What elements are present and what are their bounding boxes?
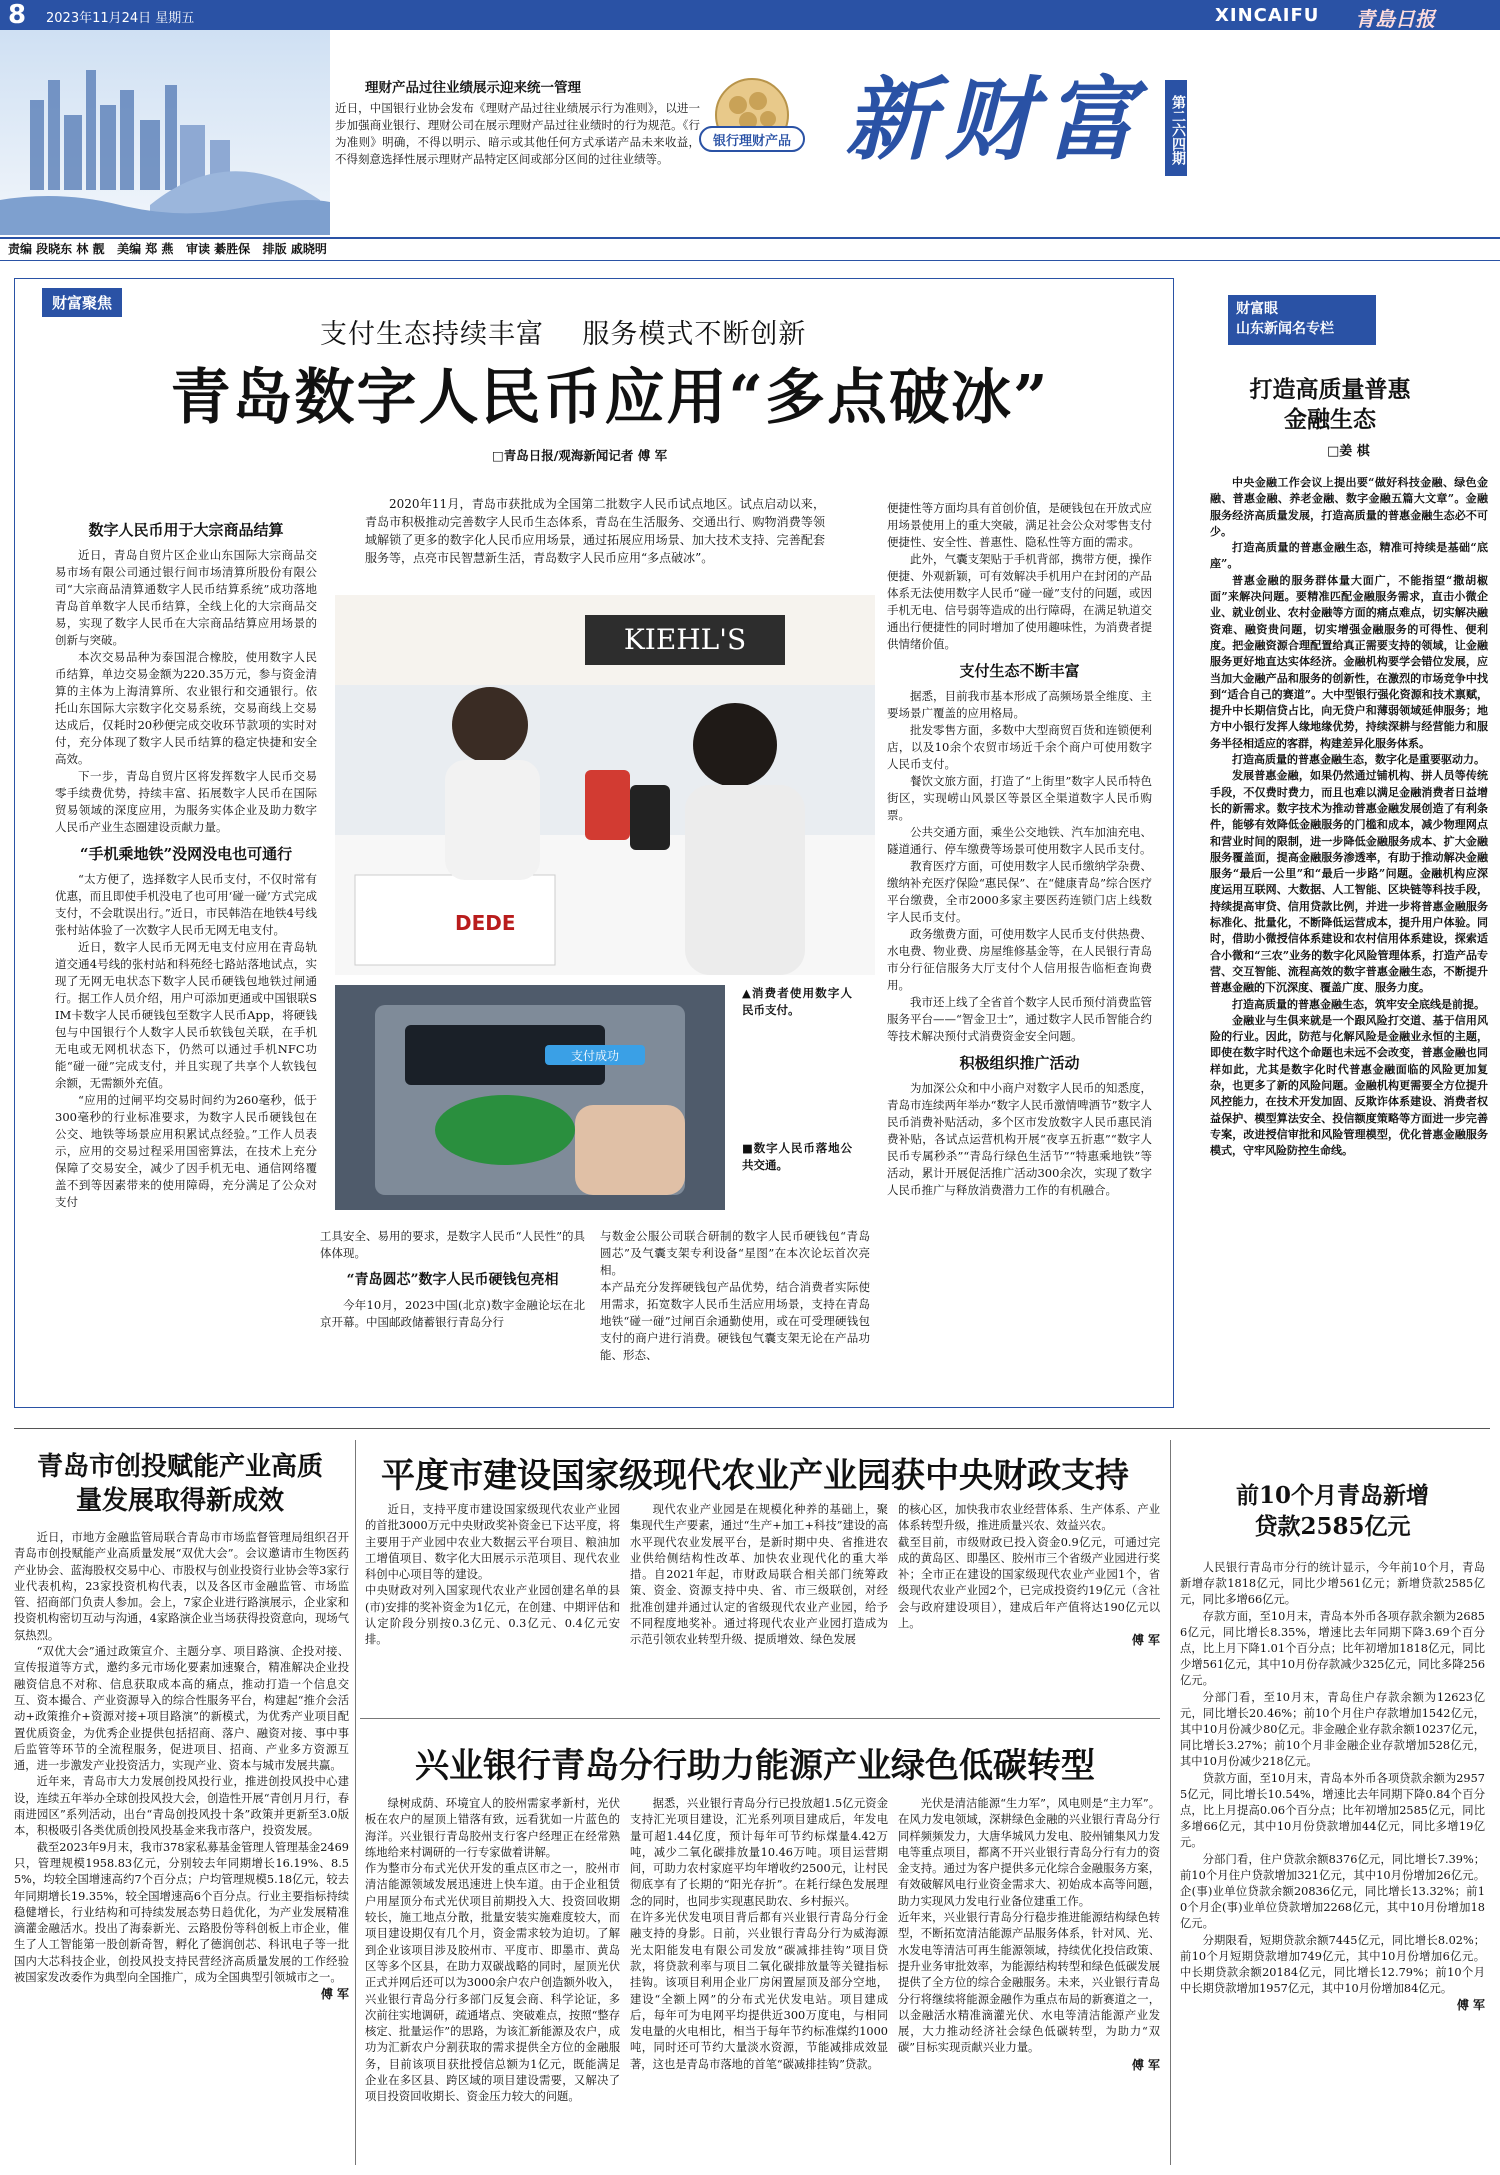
lead-sub4: 支付生态不断丰富: [959, 662, 1080, 680]
lead-headline: 青岛数字人民币应用“多点破冰”: [170, 363, 1050, 433]
credit-rule: [0, 237, 1500, 239]
side-p4: 打造高质量的普惠金融生态，数字化是重要驱动力。: [1232, 753, 1485, 767]
article5-byline: 傅 军: [1456, 1998, 1485, 2013]
article3-col1: [365, 1502, 620, 1649]
lead-col4a-p2: 此外，气囊支架贴于手机背部，携带方便，操作便捷、外观新颖，可有效解决手机用户在封闭的产品体系无法使用数字人民币“碰一碰”支付的问题，或因手机无电、信号弱等造成的出行障碍，在满足轨道交通出行便捷性的同时增加了使用趣味性，为消费者提供情绪价值。: [887, 552, 1152, 651]
top-bar: [0, 0, 1500, 30]
column-issue-text: 第二六四期: [1170, 95, 1186, 165]
svg-text:DEDE: DEDE: [455, 911, 516, 935]
side-tag: [1228, 295, 1376, 345]
column-title: 新财富: [845, 67, 1145, 173]
lead-col4b-p1: 据悉，目前我市基本形成了高频场景全维度、主要场景广覆盖的应用格局。: [887, 689, 1152, 720]
side-p1: 中央金融工作会议上提出要“做好科技金融、绿色金融、普惠金融、养老金融、数字金融五篇大文章”。金融服务经济高质量发展，打造高质量的普惠金融生态必不可少。: [1210, 476, 1488, 538]
article5-p4: 贷款方面，至10月末，青岛本外币各项贷款余额为29575亿元，同比增长10.54%，增速比去年同期下降0.84个百分点，比上月提高0.06个百分点；比年初增加2585亿元，同比多增66亿元，其中10月份贷款增加44亿元，同比多增19亿元。: [1180, 1771, 1485, 1850]
side-body: [1210, 475, 1488, 1159]
section-divider: [14, 1428, 1490, 1429]
article4-col3: [898, 1796, 1160, 2073]
svg-text:KIEHL'S: KIEHL'S: [623, 623, 747, 656]
side-p2: 打造高质量的普惠金融生态，精准可持续是基础“底座”。: [1210, 541, 1488, 571]
lead-intro: [365, 495, 825, 567]
lead-col2b: 今年10月，2023中国(北京)数字金融论坛在北京开幕。中国邮政储蓄银行青岛分行: [320, 1298, 585, 1329]
lead-col3a: 与数金公服公司联合研制的数字人民币硬钱包“青岛圆芯”及气囊支架专利设备“星图”在本次论坛首次亮相。 本产品充分发挥硬钱包产品优势，结合消费者实际使用需求，拓宽数字人民币生活应用场景，支持在青岛地铁“碰一碰”过闸百余通勤使用，或在可受理硬钱包支付的商户进行消费。硬钱包气囊支架无论在产品功能、形态、: [600, 1229, 870, 1362]
article5-body: [1180, 1560, 1485, 2014]
article5-p2: 存款方面，至10月末，青岛本外币各项存款余额为26856亿元，同比增长8.35%，增速比去年同期下降3.69个百分点，比上月下降1.01个百分点；比年初增加1818亿元，同比少增561亿元，其中10月份存款减少325亿元，同比多降256亿元。: [1180, 1609, 1486, 1688]
article2-body: [14, 1530, 349, 2003]
article2-byline: 傅 军: [320, 1987, 349, 2002]
caption-metro: ■数字人民币落地公共交通。: [742, 1141, 852, 1172]
article4-headline: 兴业银行青岛分行助力能源产业绿色低碳转型: [415, 1746, 1095, 1786]
lead-col1b-p1: “太方便了，选择数字人民币支付，不仅时常有优惠，而且即使手机没电了也可用‘碰一碰’方式完成支付，不会耽误出行。”近日，市民韩浩在地铁4号线张村站体验了一次数字人民币无网无电支付。: [55, 872, 317, 937]
section-name: XINCAIFU: [1215, 5, 1320, 26]
article2-p2: “双优大会”通过政策宣介、主题分享、项目路演、企投对接、宣传报道等方式，邀约多元市场化要素加速聚合，精准解决企业投融资信息不对称、信息获取成本高的痛点，推动打造一个信息交互、资本撮合、产业资源导入的综合性服务平台，构建起“推介会活动+政策推介+资源对接+项目路演”的新模式，为优秀产业项目配置优质资金，为优秀企业提供包括招商、落户、融资对接、事中事后监管等环节的全流程服务，促进项目、招商、产业多方资源互通，进一步激发产业投资活力，实现产业、资本与城市发展共赢。: [14, 1645, 349, 1773]
photo-payment: [335, 595, 875, 975]
article5-p1: 人民银行青岛市分行的统计显示，今年前10个月，青岛新增存款1818亿元，同比少增561亿元；新增贷款2585亿元，同比多增66亿元。: [1180, 1561, 1485, 1607]
article4-col3-text: 光伏是清洁能源“生力军”，风电则是“主力军”。在风力发电领域，深耕绿色金融的兴业银行青岛分行同样频频发力，大唐华城风力发电、胶州铺集风力发电等重点项目，都离不开兴业银行青岛分行有力的资金支持。通过为客户提供多元化综合金融服务方案，有效破解风电行业资金需求大、初始成本高等问题，助力实现风力发电行业备位建重工作。 近年来，兴业银行青岛分行稳步推进能源结构绿色转型，不断拓宽清洁能源产品服务体系，针对风、光、水发电等清洁可再生能源领域，持续优化投信政策、提升业务审批效率，为能源结构转型和绿色低碳发展提供了全方位的综合金融服务。未来，兴业银行青岛分行将继续将能源金融作为重点布局的新赛道之一，以金融活水精准滴灌光伏、水电等清洁能源产业发展，大力推动经济社会绿色低碳转型，为助力“双碳”目标实现贡献兴业力量。: [898, 1797, 1160, 2055]
lead-col1a-p1: 近日，青岛自贸片区企业山东国际大宗商品交易市场有限公司通过银行间市场清算所股份有限公司“大宗商品清算通数字人民币结算系统”成功落地青岛首单数字人民币结算，全线上化的大宗商品交易，实现了数字人民币在大宗商品结算应用场景的创新与突破。: [55, 548, 317, 647]
lead-col2: [320, 1228, 585, 1331]
article3-col3-text: 的核心区，加快我市农业经营体系、生产体系、产业体系转型升级，推进质量兴农、效益兴农。 截至目前，市级财政已投入资金0.9亿元，可通过完成的黄岛区、即墨区、胶州市三个省级产业园进行奖补；全市正在建设的国家级现代农业产业园1个，省级现代农业产业园2个，已完成投资约19亿元（含社会与政府建设项目），建成后年产值将达190亿元以上。: [898, 1503, 1160, 1631]
lead-tag: 财富聚焦: [42, 288, 122, 317]
lead-col4b-p5: 教育医疗方面，可使用数字人民币缴纳学杂费、缴纳补充医疗保险“惠民保”、在“健康青岛”综合医疗平台缴费，全市2000多家主要医药连锁门店上线数字人民币支付。: [887, 859, 1153, 924]
lead-sub2: “手机乘地铁”没网没电也可通行: [79, 845, 293, 863]
lead-deck: 支付生态持续丰富 服务模式不断创新: [320, 319, 807, 350]
article3-col1-text: 近日，支持平度市建设国家级现代农业产业园的首批3000万元中央财政奖补资金已下达平度，将主要用于产业园中农业大数据云平台项目、粮油加工增值项目、数字化大田展示示范项目、现代农业科创中心项目等的建设。 中央财政对列入国家现代农业产业园创建名单的县(市)安排的奖补资金为1亿元，在创建、中期评估和认定阶段分别按0.3亿元、0.3亿元、0.4亿元安排。: [365, 1503, 620, 1647]
article4-byline: 傅 军: [1131, 2057, 1160, 2072]
article3-col2-text: 现代农业产业园是在规模化种养的基础上，聚集现代生产要素，通过“生产+加工+科技”建设的高水平现代农业发展平台，是新时期中央、省推进农业供给侧结构性改革、加快农业现代化的重大举措。自2021年起，市财政局联合相关部门统筹政策、资金、资源支持中央、省、市三级联创，对经批准创建并通过认定的省级现代农业产业园，给予不同程度地奖补。通过将现代农业产业园打造成为示范引领农业转型升级、提质增效、绿色发展: [630, 1503, 888, 1647]
article4-col1-text: 绿树成荫、环境宜人的胶州需家孝新村，光伏板在农户的屋顶上错落有致，远看犹如一片蓝色的海洋。兴业银行青岛胶州支行客户经理正在经常熟练地给来村调研的一行专家做着讲解。 作为整市分布式光伏开发的重点区市之一，胶州市清洁能源领域发展迅速进上快车道。由于企业租赁户用屋顶分布式光伏项目前期投入大、投资回收期较长，施工地点分散，批量安装实施难度较大，而项目建设期仅有几个月，资金需求较为迫切。了解到企业该项目涉及胶州市、平度市、即墨市、黄岛区等多个区县，在助力双碳战略的同时，屋顶光伏正式并网后还可以为3000余户农户创造额外收入，兴业银行青岛分行多部门反复会商、科学论证，多次前往实地调研，疏通堵点、突破难点，按照“整存核定、批量运作”的思路，为该汇新能源及农户，成功为汇新农户分割获取的需求提供全方位的金融服务，目前该项目获批授信总额为1亿元，既能满足企业在多区县、跨区域的项目建设需要，又解决了项目投资回收期长、资金压力较大的问题。: [365, 1797, 620, 2104]
article2-p4: 截至2023年9月末，我市378家私募基金管理人管理基金2469只，管理规模1958.83亿元，分别较去年同期增长16.19%、8.55%，均较全国增速高约7个百分点；户均管理规模5.18亿元，较去年同期增长19.35%，较全国增速高6个百分点。行业主要指标持续稳健增长，行业结构和可持续发展态势日趋优化，为产业发展精准滴灌金融活水。投出了海泰新光、云路股份等科创板上市企业，催生了人工智能第一股创新奇智，孵化了德润创芯、科讯电子等一批国内大芯科技企业，创投风投支持民营经济高质量发展的工作经验被国家发改委作为典型向全国推广，成为全国典型引领城市之一。: [14, 1840, 349, 1985]
lead-col4b-p7: 我市还上线了全省首个数字人民币预付消费监管服务平台——“智金卫士”，通过数字人民币智能合约等技术解决预付式消费资金安全问题。: [887, 995, 1152, 1043]
photo-metro-gate: [335, 985, 725, 1210]
article4-col2: [630, 1796, 888, 2073]
lead-col1a-p2: 本次交易品种为泰国混合橡胶，使用数字人民币结算，单边交易金额为220.35万元，参与资金清算的主体为上海清算所、农业银行和交通银行。依托山东国际大宗数字化交易系统，交易商线上交易达成后，仅耗时20秒便完成交收环节款项的实时对付，充分体现了数字人民币结算的稳定快捷和安全高效。: [55, 650, 317, 766]
promo-text: 近日，中国银行业协会发布《理财产品过往业绩展示行为准则》，以进一步加强商业银行、理财公司在展示理财产品过往业绩时的行为规范。《行为准则》明确，不得以明示、暗示或其他任何方式承诺产品未来收益，不得刻意选择性展示理财产品特定区间或部分区间的过往业绩等。: [335, 101, 700, 166]
lead-col1b-p2: 近日，数字人民币无网无电支付应用在青岛轨道交通4号线的张村站和科苑经七路站落地试点，实现了无网无电状态下数字人民币硬钱包地铁过闸通行。据工作人员介绍，用户可添加更通或中国银联SIM卡数字人民币硬钱包至数字人民币App，将硬钱包与中国银行个人数字人民币软钱包关联，在手机无电或无网机状态下，仍然可以通过手机NFC功能“碰一碰”完成支付，并且实现了共享个人软钱包余额，无需额外充值。: [55, 940, 317, 1090]
svg-text:支付成功: 支付成功: [570, 1049, 620, 1063]
caption-payment: ▲消费者使用数字人民币支付。: [742, 986, 852, 1017]
lead-col4b-p2: 批发零售方面，多数中大型商贸百货和连锁便利店，以及10余个农贸市场近千余个商户可使用数字人民币支付。: [887, 723, 1152, 771]
lead-col4: [887, 500, 1152, 1199]
lead-sub5: 积极组织推广活动: [959, 1054, 1080, 1072]
lead-col1: [55, 470, 317, 1211]
article3-col3: [898, 1502, 1160, 1649]
divider-mid: [360, 1718, 1160, 1719]
lead-sub1: 数字人民币用于大宗商品结算: [88, 521, 284, 539]
lead-col1b-p3: “应用的过闸平均交易时间约为260毫秒，低于300毫秒的行业标准要求，为数字人民币硬钱包在公交、地铁等场景应用积累试点经验。”工作人员表示，应用的交易过程采用国密算法，在技术上充分保障了交易安全，减少了因手机无电、通信网络覆盖不到等因素带来的使用障碍，充分满足了公众对支付: [55, 1093, 317, 1209]
lead-intro-text: 2020年11月，青岛市获批成为全国第二批数字人民币试点地区。试点启动以来，青岛市积极推动完善数字人民币生态体系，青岛在生活服务、交通出行、购物消费等领域解锁了更多的数字化人民币应用场景，通过拓展应用场景、加大技术支持、完善配套服务等，点亮市民智慧新生活，青岛数字人民币应用“多点破冰”。: [365, 497, 825, 565]
divider-right: [1170, 1440, 1171, 2165]
article5-p3: 分部门看，至10月末，青岛住户存款余额为12623亿元，同比增长20.46%；前10个月住户存款增加1542亿元，其中10月份减少80亿元。非金融企业存款余额10237亿元，同比增长3.27%；前10个月非金融企业存款增加528亿元，其中10月份减少218亿元。: [1180, 1690, 1485, 1769]
lead-col4b-p3: 餐饮文旅方面，打造了“上街里”数字人民币特色街区，实现崂山风景区等景区全渠道数字人民币购票。: [887, 774, 1152, 822]
article4-col2-text: 据悉，兴业银行青岛分行已投放超1.5亿元资金支持汇光项目建设，汇光系列项目建成后，年发电量可超1.44亿度，预计每年可节约标煤量4.42万吨，减少二氧化碳排放量10.46万吨。项目运营期间，可助力农村家庭平均年增收约2500元，让村民彻底享有了长期的“阳光存折”。在耗行绿色发展理念的同时，也同步实现惠民助农、乡村振兴。 在许多光伏发电项目背后都有兴业银行青岛分行金融支持的身影。日前，兴业银行青岛分行为威海源光太阳能发电有限公司发放“碳减排挂钩”项目贷款，将贷款利率与项目二氧化碳排放量等关键指标挂钩。该项目利用企业厂房闲置屋顶及部分空地，建设“全额上网”的分布式光伏发电站。项目建成后，每年可为电网平均提供近300万度电，与相同发电量的火电相比，相当于每年节约标准煤约1000吨，同时还可节约大量淡水资源，节能减排成效显著，这也是青岛市落地的首笔“碳减排挂钩”贷款。: [630, 1797, 888, 2071]
lead-col1a-p3: 下一步，青岛自贸片区将发挥数字人民币交易零手续费优势，持续丰富、拓展数字人民币在国际贸易领域的深度应用，为服务实体企业及助力数字人民币产业生态圈建设贡献力量。: [55, 769, 317, 834]
article3-col2: [630, 1502, 888, 1649]
article2-p1: 近日，市地方金融监管局联合青岛市市场监督管理局组织召开青岛市创投赋能产业高质量发展“双优大会”。会议邀请市生物医药产业协会、蓝海股权交易中心、市股权与创业投资行业协会等3家行业代表机构，23家投资机构代表，以及各区市金融监管、市场监管、招商部门负责人参加。会上，7家企业进行路演展示，企业家和投资机构密切互动与沟通，4家路演企业当场获得投资意向，现场气氛热烈。: [14, 1531, 349, 1642]
article5-p6: 分期限看，短期贷款余额7445亿元，同比增长8.02%；前10个月短期贷款增加749亿元，其中10月份增加6亿元。中长期贷款余额20184亿元，同比增长12.79%；前10个月中长期贷款增加1957亿元，其中10月份增加84亿元。: [1180, 1933, 1485, 1996]
side-p5: 发展普惠金融，如果仍然通过铺机构、拼人员等传统手段，不仅费时费力，而且也难以满足金融消费者日益增长的新需求。数字技术为推动普惠金融发展创造了有利条件，能够有效降低金融服务的门槛和成本，减少物理网点和营业时间的限制，进一步降低金融服务成本、扩大金融服务覆盖面，提高金融服务渗透率，有助于推动解决金融服务“最后一公里”和“最后一步路”问题。金融机构应深度运用互联网、大数据、人工智能、区块链等科技手段，持续提高审贷、信用贷款比例，并进一步将普惠金融服务标准化、批量化，不断降低运营成本，提升用户体验。同时，借助小微授信体系建设和农村信用体系建设，探索适合小微和“三农”业务的数字化风险管理体系，打造产品专营、交互智能、流程高效的数字普惠金融生态，不断提升普惠金融的下沉深度、覆盖广度、服务力度。: [1210, 769, 1488, 995]
side-p6: 打造高质量的普惠金融生态，筑牢安全底线是前提。: [1232, 997, 1485, 1011]
article5-p5: 分部门看，住户贷款余额8376亿元，同比增长7.39%；前10个月住户贷款增加321亿元，其中10月份增加26亿元。企(事)业单位贷款余额20836亿元，同比增长13.32%；前10个月企(事)业单位贷款增加2268亿元，其中10月份增加18亿元。: [1180, 1852, 1485, 1931]
article3-headline: 平度市建设国家级现代农业产业园获中央财政支持: [381, 1456, 1129, 1496]
promo-badge: 银行理财产品: [712, 134, 791, 149]
lead-col4c-p1: 为加深公众和中小商户对数字人民币的知悉度，青岛市连续两年举办“数字人民币激情啤酒节”数字人民币消费补贴活动，多个区市发放数字人民币惠民消费补贴，各试点运营机构开展“夜享五折惠”“数字人民币专属秒杀”“青岛行绿色生活节”“特惠乘地铁”等活动，累计开展促活推广活动300余次，实现了数字人民币推广与释放消费潜力工作的有机融合。: [887, 1081, 1152, 1197]
skyline-illustration: [0, 30, 330, 235]
article4-col1: [365, 1796, 620, 2106]
article3-byline: 傅 军: [1131, 1633, 1160, 1648]
side-byline: □姜 棋: [1327, 444, 1370, 459]
side-headline: 打造高质量普惠金融生态: [1249, 376, 1411, 433]
newspaper-logo: 青島日报: [1355, 7, 1435, 31]
lead-col4a-p1: 便捷性等方面均具有首创价值，是硬钱包在开放式应用场景使用上的重大突破，满足社会公众对零售支付便捷性、安全性、普惠性、隐私性等方面的需求。: [887, 501, 1152, 549]
article2-headline: 青岛市创投赋能产业高质量发展取得新成效: [36, 1452, 323, 1516]
side-p7: 金融业与生俱来就是一个跟风险打交道、基于信用风险的行业。因此，防范与化解风险是金融业永恒的主题，即使在数字时代这个命题也未远不会改变，普惠金融也同样如此，尤其是数字化时代普惠金融面临的风险更加复杂，也更多了新的风险问题。金融机构更需要全方位提升风控能力，在技术开发加固、反欺诈体系建设、消费者权益保护、模型算法安全、投信额度策略等方面进一步完善专案，改进授信审批和风险管理模型，优化普惠金融服务模式，守牢风险防控生命线。: [1210, 1013, 1488, 1158]
lead-col4b-p6: 政务缴费方面，可使用数字人民币支付供热费、水电费、物业费、房屋维修基金等，在人民银行青岛市分行征信服务大厅支付个人信用报告临柜查询费用。: [887, 927, 1152, 992]
side-tag-line1: 财富眼: [1236, 301, 1278, 317]
promo-title: 理财产品过往业绩展示迎来统一管理: [365, 80, 581, 96]
side-p3: 普惠金融的服务群体量大面广，不能指望“撒胡椒面”来解决问题。要精准匹配金融服务需求，直击小微企业、就业创业、农村金融等方面的痛点难点，切实解决融资难、融资贵问题，切实增强金融服务的可得性、便利度。把金融资源合理配置给真正需要支持的领域，让金融服务更好地直达实体经济。金融机构要学会错位发展，应当加大金融产品和服务的创新性，在激烈的市场竞争中找到“适合自己的赛道”。大中型银行强化资源和技术禀赋，提升中长期信贷占比，向无贷户和薄弱领域延伸服务；地方中小银行发挥人缘地缘优势，持续深耕与经营能力和服务半径相适应的客群，构建差异化服务体系。: [1210, 573, 1488, 750]
column-issue: [1165, 80, 1187, 176]
credit-rule-bottom: [0, 260, 1500, 261]
lead-col3: [600, 1228, 870, 1364]
side-tag-line2: 山东新闻名专栏: [1236, 321, 1334, 337]
lead-col4b-p4: 公共交通方面，乘坐公交地铁、汽车加油充电、隧道通行、停车缴费等场景可使用数字人民币支付。: [887, 825, 1152, 856]
credits-line: 责编 段晓东 林 靓 美编 郑 燕 审读 綦胜保 排版 戚晓明: [8, 242, 327, 256]
lead-byline: □青岛日报/观海新闻记者 傅 军: [492, 448, 668, 463]
article5-headline: 前10个月青岛新增贷款2585亿元: [1235, 1482, 1429, 1540]
divider-left: [355, 1440, 356, 2165]
page-number: 8: [8, 0, 27, 30]
issue-date: 2023年11月24日 星期五: [46, 11, 195, 26]
lead-sub3: “青岛圆芯”数字人民币硬钱包亮相: [346, 1272, 559, 1288]
promo-coin-image: [694, 75, 809, 167]
lead-col2a: 工具安全、易用的要求，是数字人民币“人民性”的具体体现。: [320, 1229, 585, 1260]
article2-p3: 近年来，青岛市大力发展创投风投行业，推进创投风投中心建设，连续五年举办全球创投风投大会，创造性开展“青创月月行，春雨进园区”系列活动，出台“青岛创投风投十条”政策并更新至3.0版本，积极吸引各类优质创投风投基金来我市落户，投资发展。: [14, 1775, 349, 1838]
